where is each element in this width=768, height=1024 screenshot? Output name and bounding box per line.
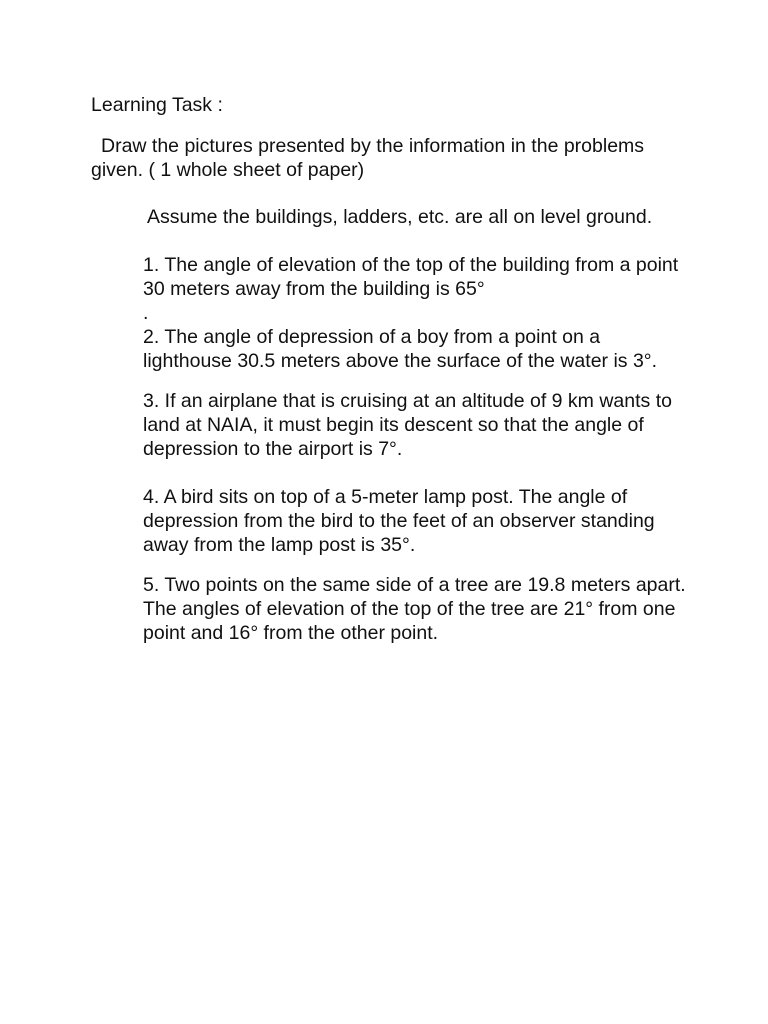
- assumption-note: Assume the buildings, ladders, etc. are all on level ground.: [147, 206, 653, 228]
- problem-4-text: 4. A bird sits on top of a 5-meter lamp post. The angle of depression from the bird to the feet of an observer standing away from the lamp post is 35°.: [143, 486, 655, 556]
- problem-1-trailing-dot: .: [143, 302, 149, 324]
- task-instruction: Draw the pictures presented by the information in the problems given. ( 1 whole sheet of paper): [91, 135, 645, 181]
- problem-3: [143, 389, 688, 461]
- task-heading: Learning Task :: [91, 94, 223, 116]
- problem-4: [143, 485, 688, 557]
- problem-5-text: 5. Two points on the same side of a tree are 19.8 meters apart. The angles of elevation of the top of the tree are 21° from one point and 16° from the other point.: [143, 574, 686, 644]
- problem-5: [143, 573, 688, 645]
- problem-1-text: 1. The angle of elevation of the top of the building from a point 30 meters away from the building is 65°: [143, 254, 679, 300]
- problem-2-text: 2. The angle of depression of a boy from a point on a lighthouse 30.5 meters above the surface of the water is 3°.: [143, 326, 658, 372]
- problem-2: [143, 325, 688, 373]
- problem-3-text: 3. If an airplane that is cruising at an altitude of 9 km wants to land at NAIA, it must begin its descent so that the angle of depression to the airport is 7°.: [143, 390, 672, 460]
- problem-1: [143, 253, 688, 325]
